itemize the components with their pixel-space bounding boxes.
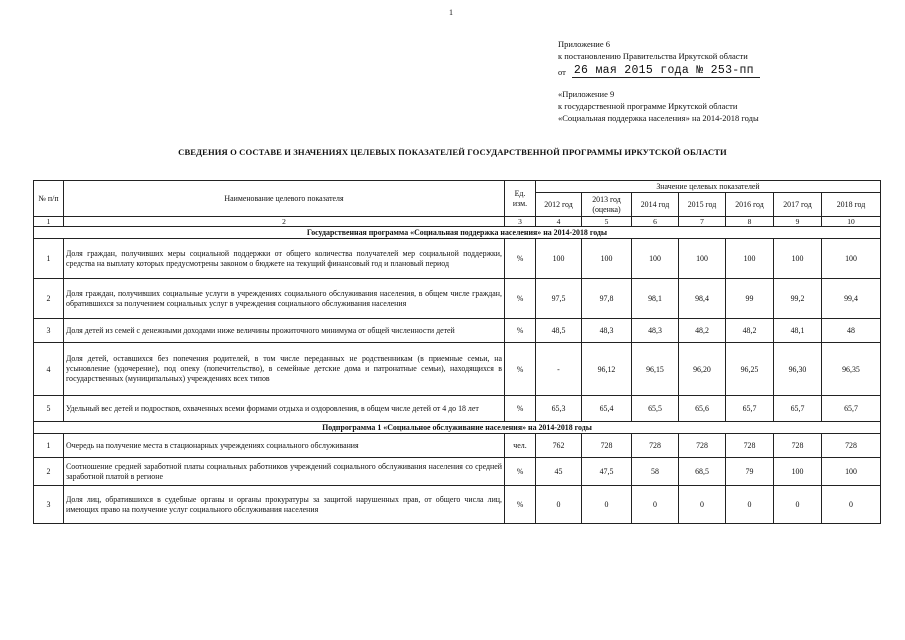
value-cell: 100 [536, 239, 582, 279]
unit-cell: чел. [505, 434, 536, 458]
value-cell: 0 [726, 486, 774, 524]
value-cell: 0 [632, 486, 679, 524]
column-number: 6 [632, 217, 679, 227]
appendix-line: к постановлению Правительства Иркутской области [558, 51, 748, 61]
row-number: 4 [34, 343, 64, 396]
table-row [34, 396, 881, 422]
value-cell: 100 [632, 239, 679, 279]
header-year: 2016 год [726, 193, 774, 217]
value-cell: 65,5 [632, 396, 679, 422]
row-number: 1 [34, 239, 64, 279]
table-row [34, 458, 881, 486]
value-cell: 0 [582, 486, 632, 524]
appendix-line: «Социальная поддержка населения» на 2014-2018 годы [558, 113, 759, 123]
section-title: Подпрограмма 1 «Социальное обслуживание населения» на 2014-2018 годы [34, 422, 881, 434]
column-number: 1 [34, 217, 64, 227]
value-cell: 48,2 [679, 319, 726, 343]
value-cell: 48,5 [536, 319, 582, 343]
value-cell: 0 [536, 486, 582, 524]
column-number: 2 [64, 217, 505, 227]
row-number: 3 [34, 319, 64, 343]
row-number: 3 [34, 486, 64, 524]
column-number: 4 [536, 217, 582, 227]
value-cell: 48,3 [582, 319, 632, 343]
document-title: СВЕДЕНИЯ О СОСТАВЕ И ЗНАЧЕНИЯХ ЦЕЛЕВЫХ ПОКАЗАТЕЛЕЙ ГОСУДАРСТВЕННОЙ ПРОГРАММЫ ИРКУТСКОЙ ОБЛАСТИ [178, 147, 727, 157]
indicator-name: Очередь на получение места в стационарных учреждениях социального обслуживания [64, 434, 505, 458]
decree-stamp: 26 мая 2015 года № 253-пп [572, 65, 760, 78]
value-cell: 0 [774, 486, 822, 524]
value-cell: 98,1 [632, 279, 679, 319]
value-cell: 68,5 [679, 458, 726, 486]
decree-line [558, 62, 760, 78]
value-cell: 96,35 [822, 343, 881, 396]
value-cell: 96,20 [679, 343, 726, 396]
column-number: 5 [582, 217, 632, 227]
value-cell: 65,4 [582, 396, 632, 422]
indicators-table [33, 180, 881, 524]
value-cell: 728 [632, 434, 679, 458]
value-cell: 48 [822, 319, 881, 343]
value-cell: 65,7 [726, 396, 774, 422]
table-row [34, 343, 881, 396]
appendix-line: к государственной программе Иркутской области [558, 101, 738, 111]
unit-cell: % [505, 343, 536, 396]
value-cell: 99,4 [822, 279, 881, 319]
header-year: 2014 год [632, 193, 679, 217]
header-values-group: Значение целевых показателей [536, 181, 881, 193]
value-cell: 728 [822, 434, 881, 458]
appendix-block [558, 38, 760, 124]
value-cell: 0 [822, 486, 881, 524]
column-number: 7 [679, 217, 726, 227]
indicator-name: Соотношение средней заработной платы социальных работников учреждений социального обслуживания населения со средней заработной платой в регионе [64, 458, 505, 486]
value-cell: 65,7 [822, 396, 881, 422]
value-cell: 98,4 [679, 279, 726, 319]
column-number: 8 [726, 217, 774, 227]
header-year: 2013 год (оценка) [582, 193, 632, 217]
value-cell: 48,2 [726, 319, 774, 343]
value-cell: 100 [582, 239, 632, 279]
appendix-line: Приложение 6 [558, 39, 610, 49]
value-cell: 728 [679, 434, 726, 458]
value-cell: - [536, 343, 582, 396]
indicator-name: Доля детей из семей с денежными доходами ниже величины прожиточного минимума от общей численности детей [64, 319, 505, 343]
row-number: 1 [34, 434, 64, 458]
value-cell: 100 [774, 458, 822, 486]
value-cell: 47,5 [582, 458, 632, 486]
unit-cell: % [505, 396, 536, 422]
value-cell: 45 [536, 458, 582, 486]
unit-cell: % [505, 239, 536, 279]
section-title: Государственная программа «Социальная поддержка населения» на 2014-2018 годы [34, 227, 881, 239]
value-cell: 65,7 [774, 396, 822, 422]
value-cell: 0 [679, 486, 726, 524]
from-label: от [558, 67, 566, 77]
value-cell: 48,3 [632, 319, 679, 343]
value-cell: 97,8 [582, 279, 632, 319]
value-cell: 96,15 [632, 343, 679, 396]
header-year: 2015 год [679, 193, 726, 217]
value-cell: 96,25 [726, 343, 774, 396]
table-row [34, 279, 881, 319]
value-cell: 65,3 [536, 396, 582, 422]
value-cell: 728 [774, 434, 822, 458]
value-cell: 97,5 [536, 279, 582, 319]
value-cell: 99,2 [774, 279, 822, 319]
indicator-name: Доля граждан, получивших социальные услуги в учреждениях социального обслуживания населения, в общем числе граждан, обратившихся за получением социальных услуг в учреждения социального обслуживания населения [64, 279, 505, 319]
table-row [34, 239, 881, 279]
unit-cell: % [505, 458, 536, 486]
row-number: 2 [34, 458, 64, 486]
unit-cell: % [505, 279, 536, 319]
header-year: 2012 год [536, 193, 582, 217]
table-row [34, 319, 881, 343]
value-cell: 728 [582, 434, 632, 458]
unit-cell: % [505, 486, 536, 524]
table-row [34, 486, 881, 524]
value-cell: 96,12 [582, 343, 632, 396]
indicator-name: Доля граждан, получивших меры социальной поддержки от общего количества получателей мер социальной поддержки, средства на выплату которых предусмотрены законом о бюджете на текущий финансовый год и плановый период [64, 239, 505, 279]
value-cell: 96,30 [774, 343, 822, 396]
value-cell: 100 [726, 239, 774, 279]
value-cell: 79 [726, 458, 774, 486]
header-num: № п/п [34, 181, 64, 217]
column-number: 9 [774, 217, 822, 227]
value-cell: 65,6 [679, 396, 726, 422]
header-year: 2017 год [774, 193, 822, 217]
indicator-name: Доля лиц, обратившихся в судебные органы и органы прокуратуры за защитой нарушенных прав, от общего числа лиц, имеющих право на получение услуг социального обслуживания населения [64, 486, 505, 524]
value-cell: 728 [726, 434, 774, 458]
column-number: 3 [505, 217, 536, 227]
value-cell: 762 [536, 434, 582, 458]
unit-cell: % [505, 319, 536, 343]
row-number: 5 [34, 396, 64, 422]
value-cell: 58 [632, 458, 679, 486]
indicator-name: Доля детей, оставшихся без попечения родителей, в том числе переданных не родственникам (в приемные семьи, на усыновление (удочерение), под опеку (попечительство), в семейные детские дома и патронатные семьи), находящихся в государственных (муниципальных) учреждениях всех типов [64, 343, 505, 396]
page-number: 1 [449, 8, 453, 17]
row-number: 2 [34, 279, 64, 319]
header-year: 2018 год [822, 193, 881, 217]
appendix-line: «Приложение 9 [558, 89, 615, 99]
value-cell: 100 [822, 239, 881, 279]
table-row [34, 434, 881, 458]
column-number: 10 [822, 217, 881, 227]
indicator-name: Удельный вес детей и подростков, охваченных всеми формами отдыха и оздоровления, в общем числе детей от 4 до 18 лет [64, 396, 505, 422]
value-cell: 100 [774, 239, 822, 279]
value-cell: 48,1 [774, 319, 822, 343]
header-name: Наименование целевого показателя [64, 181, 505, 217]
value-cell: 100 [679, 239, 726, 279]
value-cell: 100 [822, 458, 881, 486]
value-cell: 99 [726, 279, 774, 319]
header-unit: Ед. изм. [505, 181, 536, 217]
